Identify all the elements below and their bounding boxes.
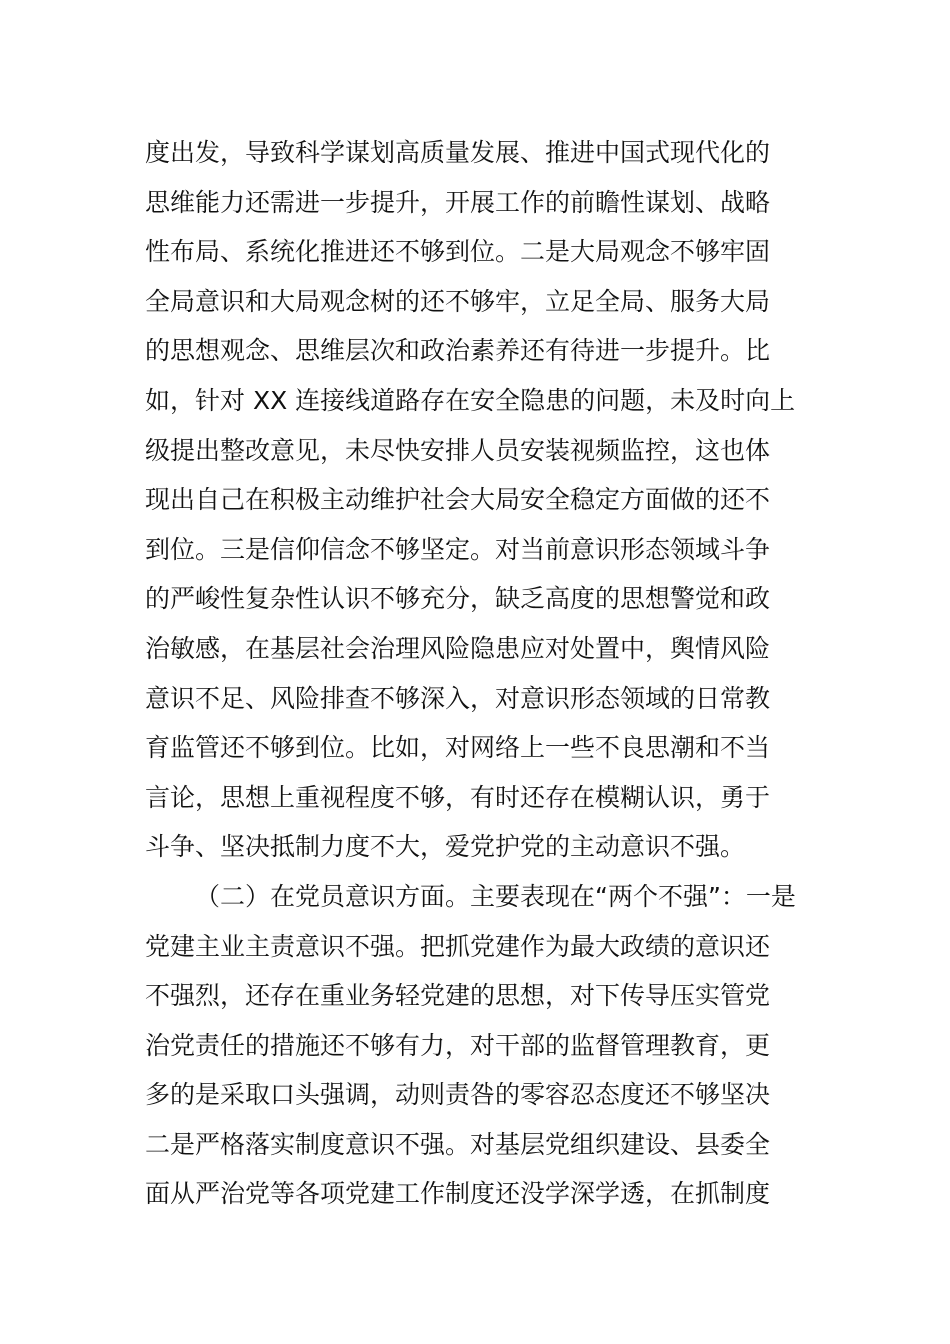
text-line: 性布局、系统化推进还不够到位。二是大局观念不够牢固 (145, 237, 771, 267)
text-line: 二是严格落实制度意识不强。对基层党组织建设、县委全 (145, 1129, 771, 1159)
text-line: 治敏感，在基层社会治理风险隐患应对处置中，舆情风险 (145, 633, 771, 663)
text-line: 治党责任的措施还不够有力，对干部的监督管理教育，更 (145, 1030, 771, 1060)
text-line: 面从严治党等各项党建工作制度还没学深学透，在抓制度 (145, 1179, 771, 1209)
text-line: 意识不足、风险排查不够深入，对意识形态领域的日常教 (145, 683, 771, 713)
text-line: 度出发，导致科学谋划高质量发展、推进中国式现代化的 (145, 138, 771, 167)
text-line: 党建主业主责意识不强。把抓党建作为最大政绩的意识还 (145, 931, 771, 961)
text-line: 言论，思想上重视程度不够，有时还存在模糊认识，勇于 (145, 782, 771, 812)
text-line: 到位。三是信仰信念不够坚定。对当前意识形态领域斗争 (145, 534, 771, 564)
text-line: 思维能力还需进一步提升，开展工作的前瞻性谋划、战略 (145, 187, 771, 217)
text-line: 斗争、坚决抵制力度不大，爱党护党的主动意识不强。 (145, 832, 746, 862)
text-line: 现出自己在积极主动维护社会大局安全稳定方面做的还不 (145, 485, 771, 515)
text-line: 不强烈，还存在重业务轻党建的思想，对下传导压实管党 (145, 981, 771, 1011)
body-text (145, 128, 815, 1219)
section-heading-line: （二）在党员意识方面。主要表现在“两个不强”：一是 (195, 881, 796, 911)
text-line: 级提出整改意见，未尽快安排人员安装视频监控，这也体 (145, 435, 771, 465)
text-line: 全局意识和大局观念树的还不够牢，立足全局、服务大局 (145, 286, 771, 316)
text-line: 的思想观念、思维层次和政治素养还有待进一步提升。比 (145, 336, 771, 366)
text-line: 育监管还不够到位。比如，对网络上一些不良思潮和不当 (145, 733, 771, 763)
text-line: 如，针对 XX 连接线道路存在安全隐患的问题，未及时向上 (145, 385, 796, 415)
text-line: 多的是采取口头强调，动则责咎的零容忍态度还不够坚决 (145, 1080, 771, 1110)
text-line: 的严峻性复杂性认识不够充分，缺乏高度的思想警觉和政 (145, 584, 771, 614)
